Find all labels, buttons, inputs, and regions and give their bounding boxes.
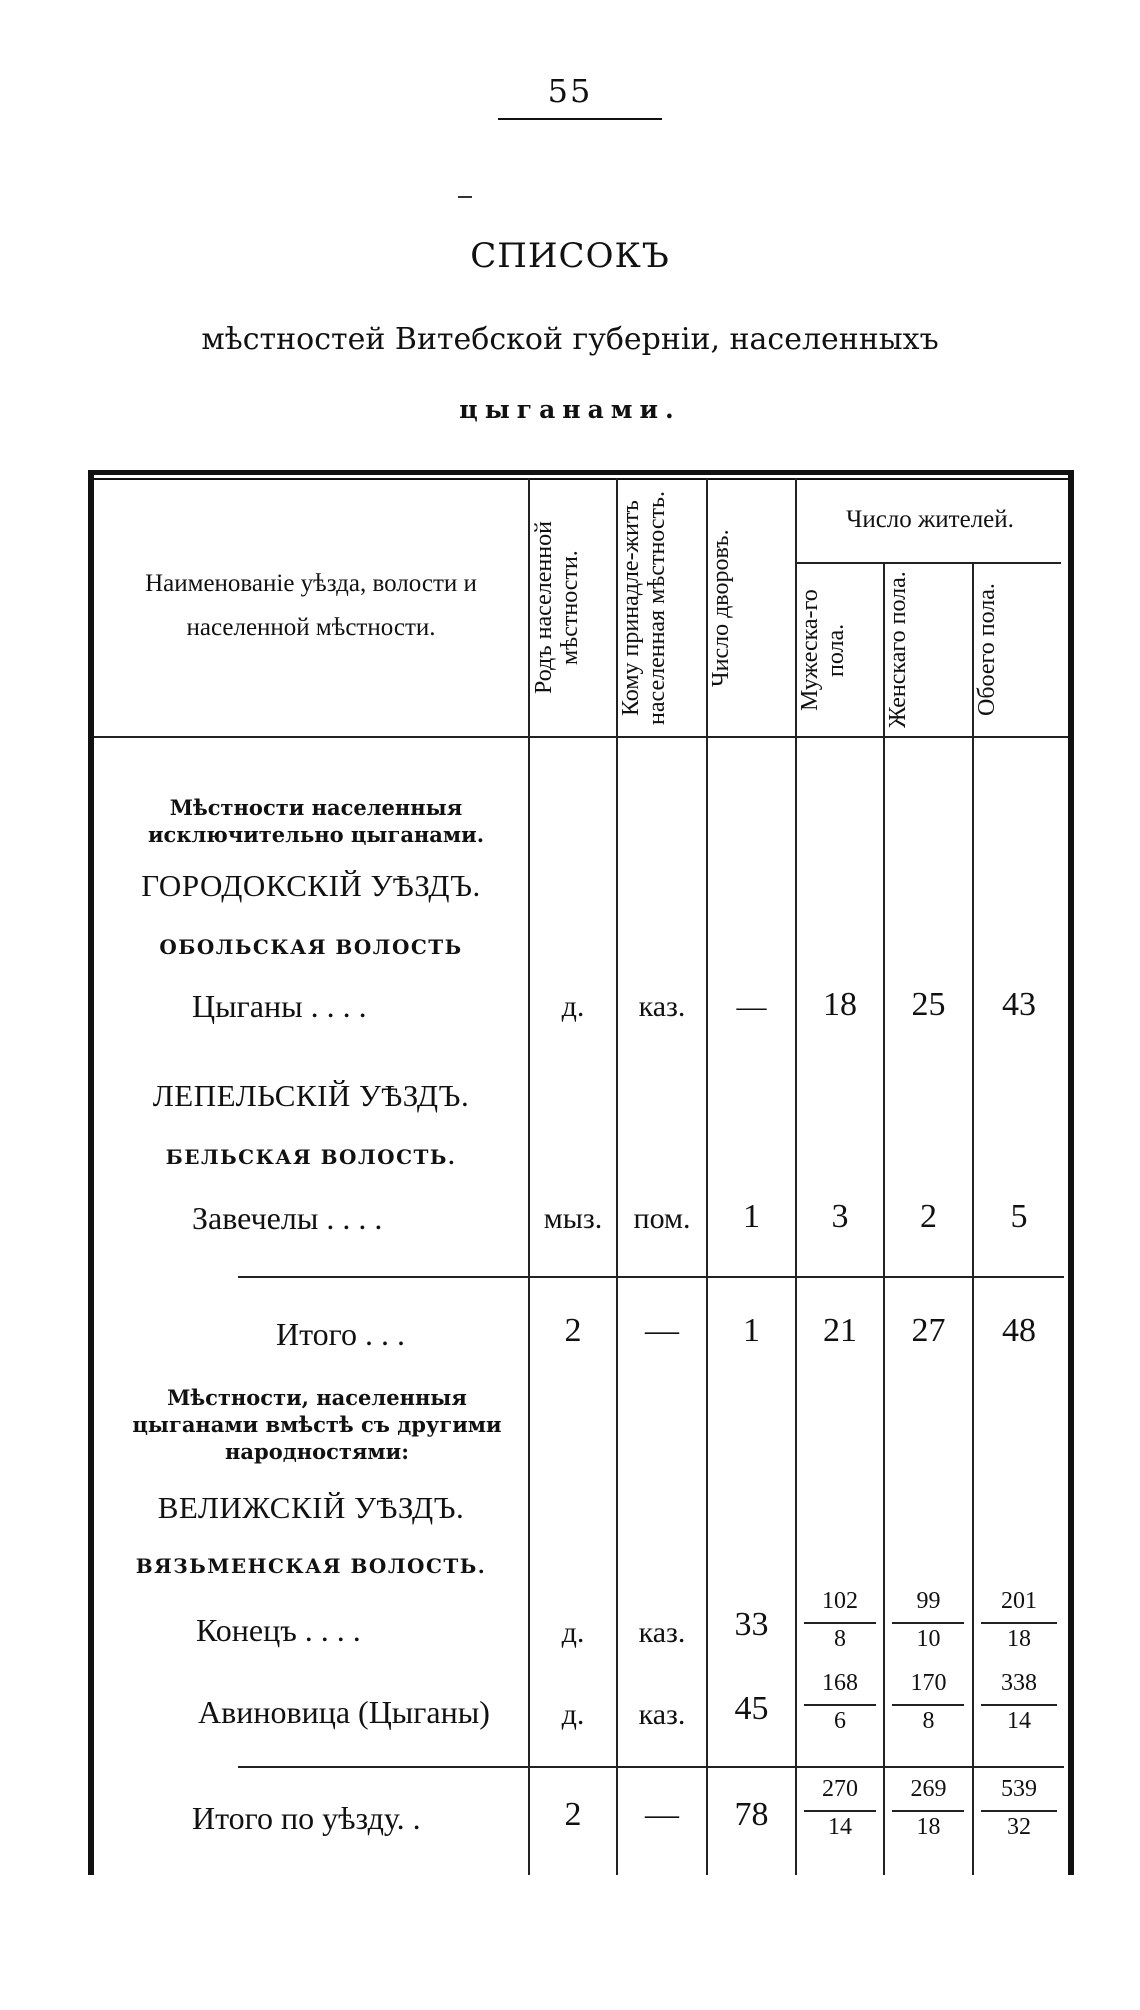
male-bottom: 14 [828, 1814, 852, 1840]
owner-cell: каз. [638, 990, 686, 1023]
both-bottom: 32 [1007, 1814, 1031, 1840]
header-female: Женскаго пола. [885, 571, 911, 729]
female-bottom: 8 [922, 1708, 935, 1734]
table-right-border [1068, 470, 1074, 1875]
both-cell: 43 [1002, 986, 1036, 1023]
volost-name: ВЯЗЬМЕНСКАЯ ВОЛОСТЬ. [135, 1554, 487, 1578]
female-top: 99 [916, 1588, 941, 1614]
male-bottom: 6 [834, 1708, 846, 1734]
fraction-line [981, 1810, 1057, 1812]
male-cell: 21 [823, 1312, 857, 1349]
volost-name: БЕЛЬСКАЯ ВОЛОСТЬ. [165, 1145, 457, 1169]
residents-header-rule [795, 562, 1061, 564]
male-bottom: 8 [834, 1626, 846, 1652]
female-bottom: 10 [916, 1626, 941, 1652]
table-top-border [88, 470, 1074, 475]
kind-cell: д. [561, 1616, 585, 1649]
header-kind: Родъ населенной мѣстности. [531, 521, 583, 695]
male-top: 168 [822, 1670, 858, 1696]
header-bottom-rule [94, 736, 1068, 738]
female-top: 170 [910, 1670, 947, 1696]
male-cell: 18 [823, 986, 857, 1023]
owner-cell: каз. [638, 1616, 686, 1649]
yards-cell: 1 [743, 1198, 760, 1235]
place-name: Конецъ . . . . [196, 1612, 361, 1648]
owner-cell: пом. [633, 1202, 691, 1235]
subtitle-line-1: мѣстностей Витебской губерніи, населенныхъ [201, 322, 939, 357]
yards-cell: 1 [743, 1312, 760, 1349]
section2-title: Мѣстности, населенныя цыганами вмѣстѣ съ другими народностями: [132, 1385, 502, 1464]
total-label: Итого по уѣзду. . [192, 1800, 421, 1836]
subtotal-rule-2 [238, 1766, 1064, 1768]
female-top: 269 [910, 1776, 947, 1802]
both-top: 338 [1001, 1670, 1037, 1696]
document-title: СПИСОКЪ [470, 236, 670, 276]
fraction-line [981, 1622, 1057, 1624]
header-name: Наименованіе уѣзда, волости и населенной мѣстности. [145, 570, 477, 641]
yards-cell: — [736, 990, 767, 1023]
header-yards: Число дворовъ. [708, 529, 734, 687]
fraction-line [804, 1810, 876, 1812]
section1-title: Мѣстности населенныя исключительно цыганами. [147, 795, 485, 847]
fraction-line [981, 1704, 1057, 1706]
both-bottom: 14 [1007, 1708, 1031, 1734]
kind-cell: 2 [564, 1796, 582, 1833]
yards-cell: 45 [734, 1690, 769, 1727]
female-cell: 2 [920, 1198, 937, 1235]
header-residents: Число жителей. [846, 506, 1014, 533]
stray-mark [458, 196, 472, 198]
header-owner: Кому принадле-житъ населенная мѣстность. [618, 491, 670, 725]
uezd-name: ГОРОДОКСКІЙ УѢЗДЪ. [141, 868, 481, 903]
volost-name: ОБОЛЬСКАЯ ВОЛОСТЬ [159, 935, 463, 959]
male-cell: 3 [831, 1198, 849, 1235]
fraction-line [804, 1622, 876, 1624]
table-top-border-inner [88, 478, 1074, 480]
female-bottom: 18 [916, 1814, 941, 1840]
fraction-line [892, 1622, 964, 1624]
uezd-name: ЛЕПЕЛЬСКІЙ УѢЗДЪ. [152, 1078, 470, 1113]
page-number: 55 [547, 72, 593, 110]
both-top: 201 [1001, 1588, 1037, 1614]
header-both: Обоего пола. [974, 583, 1000, 717]
kind-cell: д. [561, 990, 585, 1023]
kind-cell: д. [561, 1698, 585, 1731]
place-name: Завечелы . . . . [192, 1200, 383, 1236]
kind-cell: мыз. [543, 1202, 603, 1235]
yards-cell: 78 [734, 1796, 769, 1833]
fraction-line [892, 1704, 964, 1706]
uezd-name: ВЕЛИЖСКІЙ УѢЗДЪ. [157, 1490, 465, 1525]
yards-cell: 33 [734, 1606, 769, 1643]
table-left-border [88, 470, 94, 1875]
subtotal-rule-1 [238, 1276, 1064, 1278]
page-number-rule [498, 118, 662, 120]
place-name: Авиновица (Цыганы) [198, 1694, 490, 1730]
header-male: Мужеска-го пола. [797, 589, 849, 711]
both-bottom: 18 [1007, 1626, 1031, 1652]
place-name: Цыганы . . . . [192, 988, 367, 1024]
female-cell: 25 [911, 986, 946, 1023]
fraction-line [892, 1810, 964, 1812]
kind-cell: 2 [564, 1312, 582, 1349]
male-top: 102 [822, 1588, 858, 1614]
total-label: Итого . . . [276, 1316, 405, 1352]
both-cell: 5 [1010, 1198, 1028, 1235]
fraction-line [804, 1704, 876, 1706]
owner-cell: — [645, 1796, 679, 1833]
col-divider-1 [528, 478, 530, 1875]
owner-cell: каз. [638, 1698, 686, 1731]
male-top: 270 [822, 1776, 858, 1802]
both-cell: 48 [1002, 1312, 1036, 1349]
subtitle-line-2: цыганами. [459, 395, 681, 424]
female-cell: 27 [911, 1312, 946, 1349]
owner-cell: — [645, 1312, 679, 1349]
both-top: 539 [1001, 1776, 1037, 1802]
